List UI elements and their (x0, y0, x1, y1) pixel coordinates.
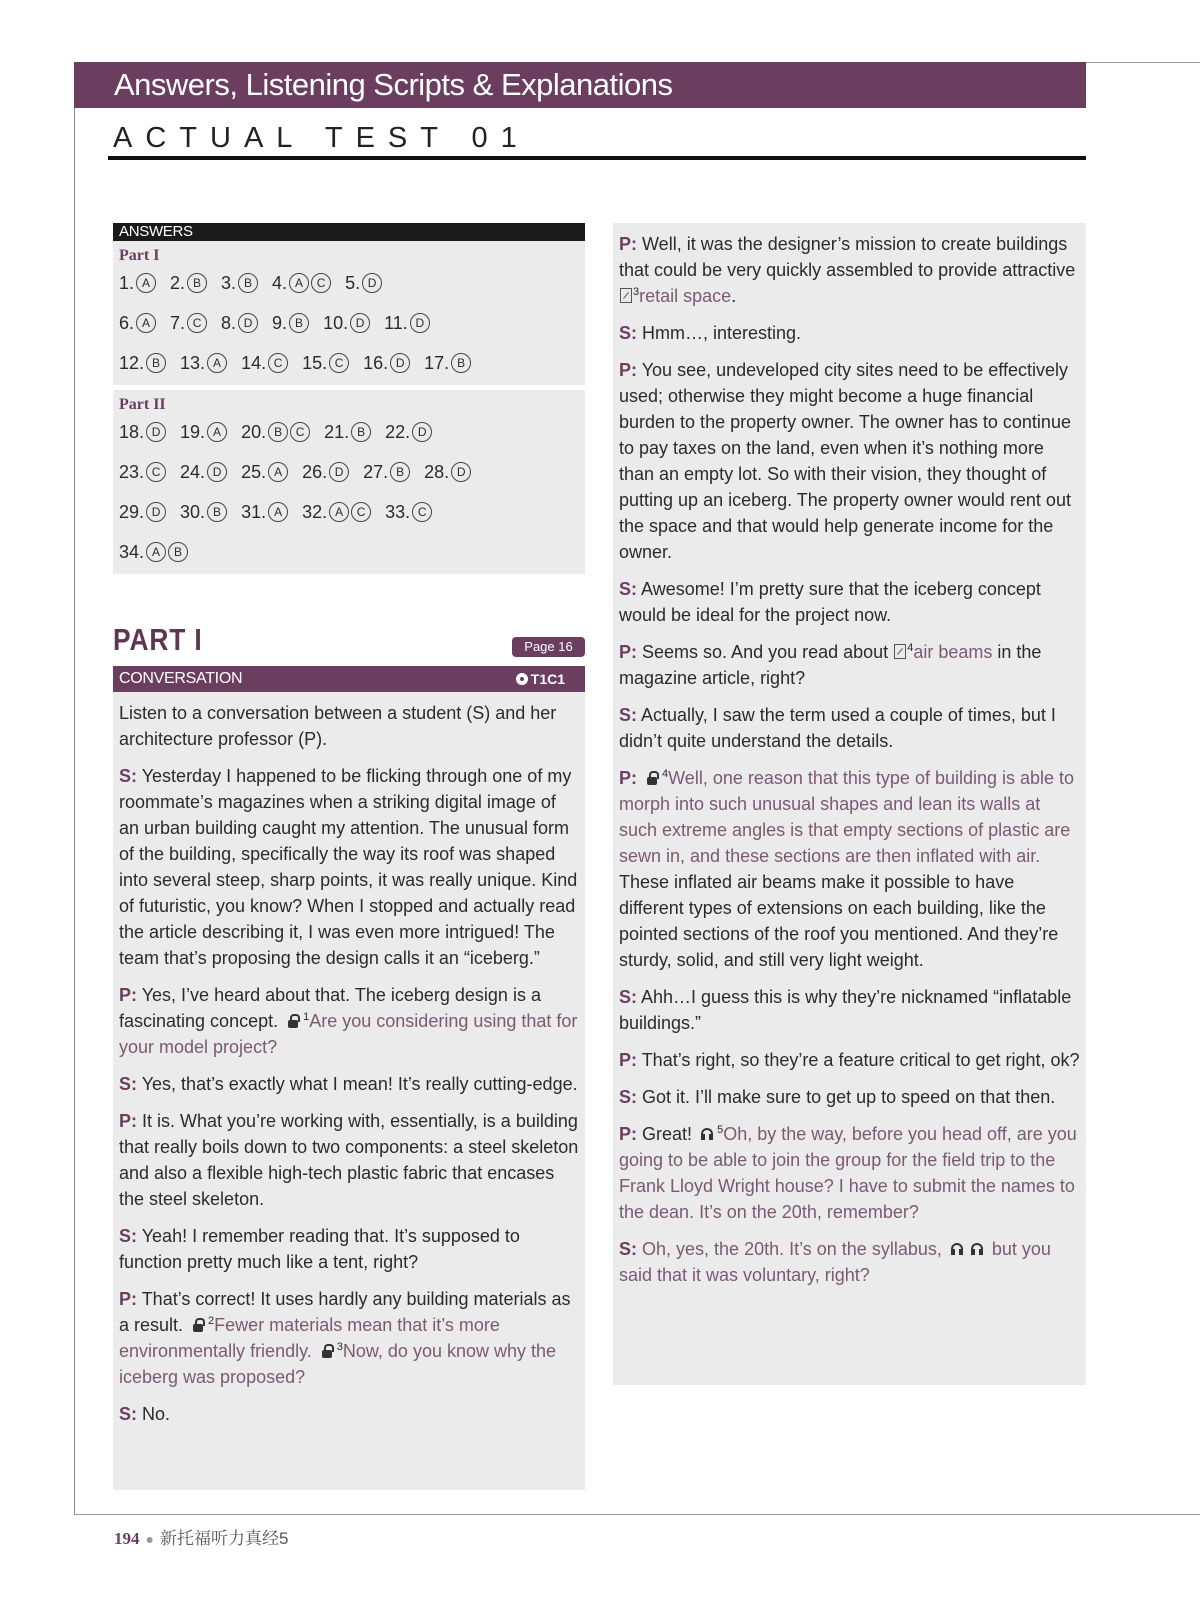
answer-choice: D (412, 422, 432, 442)
question-marker: 1 (303, 1011, 310, 1023)
answer-item (345, 267, 382, 299)
answer-choice: D (207, 462, 227, 482)
question-number: 32. (302, 502, 328, 522)
answer-choice: A (268, 462, 288, 482)
headphones-icon (700, 1127, 714, 1141)
answer-choice: A (268, 502, 288, 522)
question-number: 25. (241, 462, 267, 482)
lock-icon (320, 1344, 334, 1358)
script-paragraph (619, 1047, 1080, 1073)
answer-row (119, 307, 579, 347)
lock-icon (645, 771, 659, 785)
note-box-icon (894, 644, 906, 659)
conversation-bar (113, 666, 585, 692)
question-number: 27. (363, 462, 389, 482)
speaker-label: P: (119, 985, 137, 1005)
question-marker: 4 (662, 768, 669, 780)
note-box-icon (620, 288, 632, 303)
highlighted-text: retail space (639, 286, 732, 306)
answer-item (241, 416, 310, 448)
question-marker: 4 (907, 642, 914, 654)
speaker-label: P: (619, 642, 637, 662)
script-paragraph (119, 1108, 579, 1212)
lock-icon (191, 1318, 205, 1332)
script-text: It is. What you’re working with, essentially, is a building that really boils down to two components: a steel skeleton and also a flexible high-tech plastic fabric that encases the steel skeleton. (119, 1111, 579, 1209)
script-paragraph (619, 1236, 1080, 1288)
speaker-label: P: (619, 234, 637, 254)
answers-heading: ANSWERS (113, 223, 585, 241)
script-paragraph (619, 1084, 1080, 1110)
question-marker: 2 (208, 1315, 215, 1327)
script-paragraph (119, 1071, 579, 1097)
highlighted-text: Oh, yes, the 20th. It’s on the syllabus, (642, 1239, 942, 1259)
script-paragraph (619, 702, 1080, 754)
answer-choice: B (451, 353, 471, 373)
footer-dot: ● (145, 1531, 154, 1547)
answer-choice: C (290, 422, 310, 442)
answer-choice: C (351, 502, 371, 522)
highlighted-text: Are you considering using that for your model project? (119, 1011, 578, 1057)
question-number: 2. (170, 273, 186, 293)
answer-choice: B (187, 273, 207, 293)
question-number: 1. (119, 273, 135, 293)
page-badge: Page 16 (512, 637, 585, 657)
book-title: 新托福听力真经5 (159, 1529, 289, 1548)
question-marker: 3 (633, 286, 640, 298)
page-frame-bottom (74, 1514, 1200, 1515)
speaker-label: P: (619, 1050, 637, 1070)
speaker-label: P: (619, 768, 637, 788)
answer-choice: A (207, 422, 227, 442)
highlighted-text: Oh, by the way, before you head off, are you going to be able to join the group for the field trip to the Frank Lloyd Wright house? I have to submit the names to the dean. It’s on the 20th, remember? (619, 1124, 1077, 1222)
conversation-label: CONVERSATION (119, 670, 243, 687)
speaker-label: S: (119, 766, 137, 786)
script-paragraph (119, 1401, 579, 1427)
answer-item (119, 267, 156, 299)
script-paragraph (619, 231, 1080, 309)
answer-item (119, 536, 188, 568)
speaker-label: S: (619, 579, 637, 599)
question-number: 24. (180, 462, 206, 482)
answer-key (113, 223, 585, 574)
part1-answer-rows (119, 267, 579, 379)
speaker-label: S: (619, 1239, 637, 1259)
answer-choice: B (351, 422, 371, 442)
question-number: 17. (424, 353, 450, 373)
speaker-label: S: (619, 1087, 637, 1107)
answer-choice: C (329, 353, 349, 373)
script-paragraph (119, 1223, 579, 1275)
question-number: 30. (180, 502, 206, 522)
script-paragraph (619, 320, 1080, 346)
highlighted-text: Well, one reason that this type of building is able to morph into such unusual shapes and lean its walls at such extreme angles is that empty sections of plastic are sewn in, and these sections are then inflated with air. (619, 768, 1075, 866)
script-text: These inflated air beams make it possible to have different types of extensions on each building, like the pointed sections of the roof you mentioned. And they’re sturdy, solid, and still very light weight. (619, 872, 1059, 970)
script-paragraph (619, 1121, 1080, 1225)
answer-item (424, 456, 471, 488)
script-right-column (613, 223, 1086, 1385)
question-number: 10. (323, 313, 349, 333)
script-paragraph (119, 1286, 579, 1390)
script-text: Yeah! I remember reading that. It’s supposed to function pretty much like a tent, right? (119, 1226, 520, 1272)
answer-item (385, 496, 432, 528)
script-text: You see, undeveloped city sites need to be effectively used; otherwise they might become a huge financial burden to the property owner. The owner has to continue to pay taxes on the land, even when it’s nothing more than an empty lot. So with their vision, they thought of putting up an iceberg. The property owner would rent out the space and that would help generate income for the owner. (619, 360, 1071, 562)
speaker-label: P: (119, 1289, 137, 1309)
speaker-label: P: (619, 360, 637, 380)
script-text: Great! (642, 1124, 693, 1144)
answer-item (241, 456, 288, 488)
answer-item (363, 456, 410, 488)
script-paragraph (119, 763, 579, 971)
script-text: Hmm…, interesting. (642, 323, 802, 343)
question-number: 4. (272, 273, 288, 293)
script-text: Yes, that’s exactly what I mean! It’s really cutting-edge. (141, 1074, 578, 1094)
answer-choice: A (329, 502, 349, 522)
question-number: 31. (241, 502, 267, 522)
answer-item (384, 307, 430, 339)
speaker-label: S: (619, 987, 637, 1007)
script-text: Well, it was the designer’s mission to create buildings that could be very quickly assembled to provide attractive (619, 234, 1076, 280)
script-text: in the magazine article, right? (619, 642, 1042, 688)
question-number: 18. (119, 422, 145, 442)
script-left-column (113, 692, 585, 1490)
answer-choice: B (390, 462, 410, 482)
answer-item (170, 267, 207, 299)
question-number: 34. (119, 542, 145, 562)
question-number: 12. (119, 353, 145, 373)
page-frame-top (1086, 62, 1200, 63)
answer-row (119, 536, 579, 568)
answer-item (385, 416, 432, 448)
section-banner: Answers, Listening Scripts & Explanations (74, 62, 1086, 108)
answer-item (119, 496, 166, 528)
answer-item (119, 307, 156, 339)
answer-choice: B (289, 313, 309, 333)
question-number: 13. (180, 353, 206, 373)
question-number: 14. (241, 353, 267, 373)
title-rule (108, 156, 1086, 160)
answer-choice: D (390, 353, 410, 373)
script-text: Listen to a conversation between a student (S) and her architecture professor (P). (119, 703, 557, 749)
headphones-icon (970, 1242, 984, 1256)
question-number: 3. (221, 273, 237, 293)
script-paragraph (619, 765, 1080, 973)
answer-item (119, 347, 166, 379)
question-number: 23. (119, 462, 145, 482)
answer-choice: A (207, 353, 227, 373)
script-left (113, 692, 585, 1427)
script-paragraph (119, 982, 579, 1060)
question-number: 19. (180, 422, 206, 442)
page-frame-left (74, 62, 75, 1515)
highlighted-text: Fewer materials mean that it’s more environmentally friendly. (119, 1315, 500, 1361)
answer-row (119, 456, 579, 496)
answer-item (272, 267, 331, 299)
answer-choice: C (311, 273, 331, 293)
answer-choice: C (146, 462, 166, 482)
question-number: 11. (384, 313, 408, 333)
script-text: Seems so. And you read about (642, 642, 889, 662)
script-right (613, 223, 1086, 1288)
answer-choice: D (238, 313, 258, 333)
answers-part1 (113, 241, 585, 385)
answer-choice: D (410, 313, 430, 333)
script-text: Awesome! I’m pretty sure that the iceberg concept would be ideal for the project now. (619, 579, 1041, 625)
highlighted-text: Now, do you know why the iceberg was proposed? (119, 1341, 557, 1387)
question-number: 33. (385, 502, 411, 522)
answer-item (424, 347, 471, 379)
highlighted-text: air beams (913, 642, 993, 662)
answer-item (272, 307, 309, 339)
answer-item (221, 267, 258, 299)
answer-item (302, 496, 371, 528)
answer-item (241, 347, 288, 379)
answer-choice: B (238, 273, 258, 293)
script-text: Got it. I’ll make sure to get up to speed on that then. (642, 1087, 1056, 1107)
answer-item (170, 307, 207, 339)
speaker-label: P: (619, 1124, 637, 1144)
answer-choice: D (146, 502, 166, 522)
script-text: That’s correct! It uses hardly any building materials as a result. (119, 1289, 571, 1335)
question-marker: 3 (336, 1341, 343, 1353)
question-number: 16. (363, 353, 389, 373)
question-number: 8. (221, 313, 237, 333)
answer-choice: C (268, 353, 288, 373)
answer-choice: B (146, 353, 166, 373)
answer-choice: D (146, 422, 166, 442)
answer-item (180, 416, 227, 448)
answer-item (180, 496, 227, 528)
test-title: ACTUAL TEST 01 (113, 122, 530, 154)
headphones-pair (947, 1239, 987, 1259)
script-text: Yes, I’ve heard about that. The iceberg design is a fascinating concept. (119, 985, 541, 1031)
script-text: Yesterday I happened to be flicking through one of my roommate’s magazines when a striking digital image of an urban building caught my attention. The unusual form of the building, specifically the way its roof was shaped into several steep, sharp points, it was really unique. Kind of futuristic, you know? When I stopped and actually read the article describing it, I was even more intrigued! The team that’s proposing the design calls it an “iceberg.” (119, 766, 578, 968)
answer-choice: A (136, 313, 156, 333)
answer-choice: D (362, 273, 382, 293)
answer-choice: D (329, 462, 349, 482)
question-number: 22. (385, 422, 411, 442)
question-number: 15. (302, 353, 328, 373)
highlighted-text: but you said that it was voluntary, right? (619, 1239, 1051, 1285)
answer-item (119, 416, 166, 448)
answer-item (241, 496, 288, 528)
question-number: 28. (424, 462, 450, 482)
speaker-label: S: (119, 1074, 137, 1094)
answer-item (180, 347, 227, 379)
track-label (516, 666, 565, 692)
question-marker: 5 (717, 1124, 724, 1136)
lock-icon (286, 1014, 300, 1028)
question-number: 9. (272, 313, 288, 333)
answer-item (119, 456, 166, 488)
question-number: 21. (324, 422, 350, 442)
part2-label: Part II (119, 396, 166, 413)
speaker-label: P: (119, 1111, 137, 1131)
question-number: 6. (119, 313, 135, 333)
answer-item (323, 307, 370, 339)
answer-choice: A (289, 273, 309, 293)
part-title: PART I (113, 622, 203, 657)
script-paragraph (619, 639, 1080, 691)
answer-row (119, 267, 579, 307)
answer-choice: A (136, 273, 156, 293)
script-text: No. (142, 1404, 171, 1424)
question-number: 7. (170, 313, 186, 333)
question-number: 20. (241, 422, 267, 442)
answer-choice: D (451, 462, 471, 482)
speaker-label: S: (119, 1404, 137, 1424)
answer-item (363, 347, 410, 379)
answers-part2 (113, 390, 585, 574)
answer-choice: C (187, 313, 207, 333)
speaker-label: S: (119, 1226, 137, 1246)
script-paragraph (619, 984, 1080, 1036)
speaker-label: S: (619, 323, 637, 343)
page-footer (114, 1524, 288, 1549)
question-number: 29. (119, 502, 145, 522)
part1-label: Part I (119, 247, 160, 264)
answer-row (119, 416, 579, 456)
track-id: T1C1 (530, 671, 565, 687)
answer-choice: B (268, 422, 288, 442)
answer-item (324, 416, 371, 448)
question-number: 26. (302, 462, 328, 482)
headphones-icon (950, 1242, 964, 1256)
script-text: . (731, 286, 737, 306)
audio-disc-icon (516, 673, 528, 685)
script-text: Actually, I saw the term used a couple of times, but I didn’t quite understand the details. (619, 705, 1056, 751)
page-number: 194 (114, 1529, 140, 1548)
speaker-label: S: (619, 705, 637, 725)
answer-item (180, 456, 227, 488)
answer-item (302, 456, 349, 488)
script-paragraph (619, 357, 1080, 565)
answer-choice: D (350, 313, 370, 333)
script-paragraph (119, 700, 579, 752)
part2-answer-rows (119, 416, 579, 568)
answer-row (119, 347, 579, 379)
question-number: 5. (345, 273, 361, 293)
script-paragraph (619, 576, 1080, 628)
answer-choice: B (168, 542, 188, 562)
answer-choice: B (207, 502, 227, 522)
script-text: Ahh…I guess this is why they’re nicknamed “inflatable buildings.” (619, 987, 1072, 1033)
answer-item (302, 347, 349, 379)
answer-row (119, 496, 579, 536)
answer-choice: C (412, 502, 432, 522)
answer-choice: A (146, 542, 166, 562)
answer-item (221, 307, 258, 339)
script-text: That’s right, so they’re a feature critical to get right, ok? (641, 1050, 1080, 1070)
